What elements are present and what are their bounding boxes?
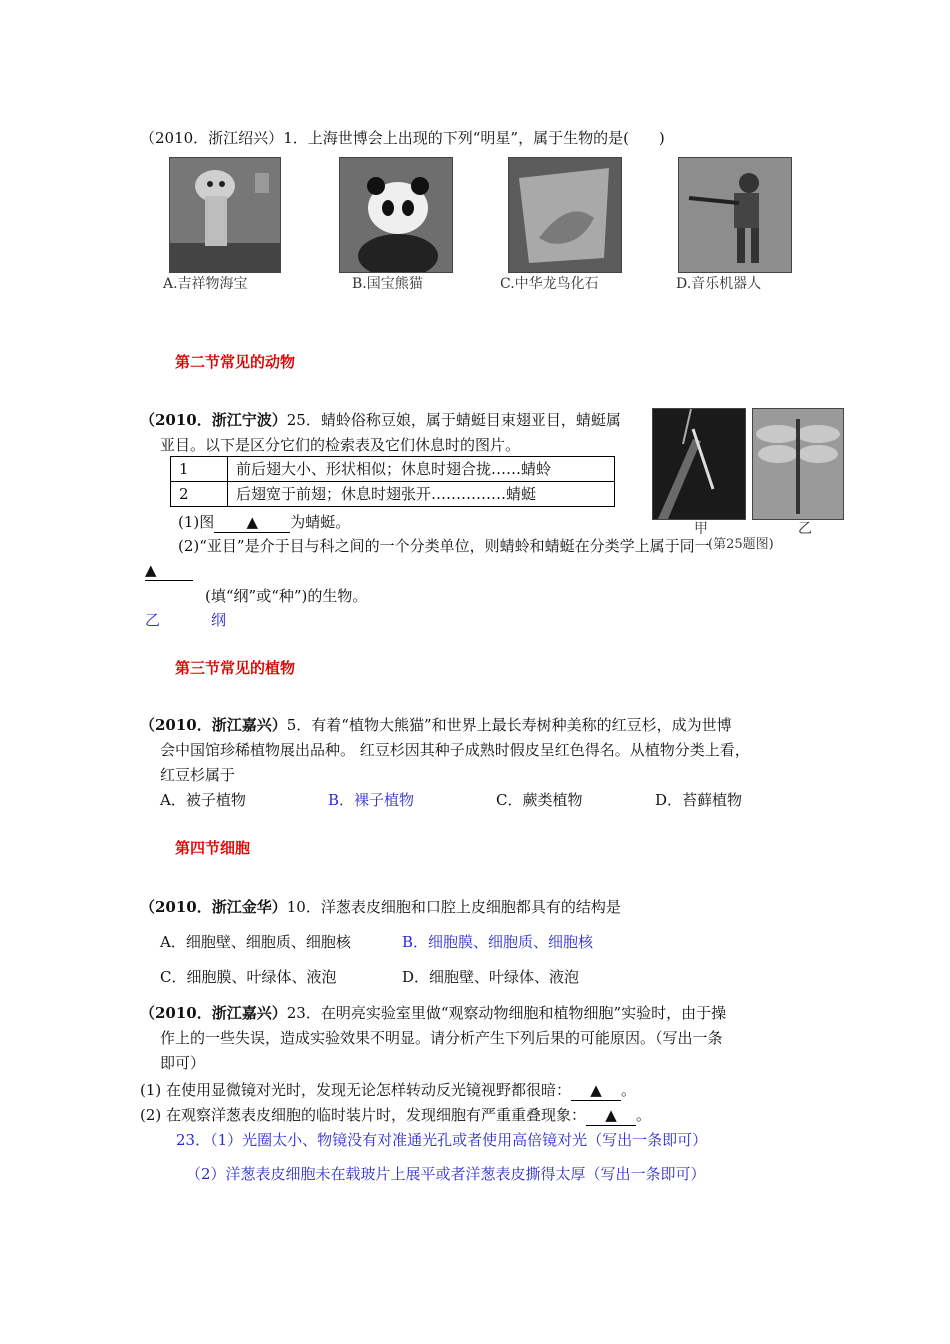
option-b-label: B.国宝熊猫 [352, 276, 423, 292]
mascot-photo [169, 157, 281, 273]
q25-answer2: 纲 [211, 611, 227, 629]
figure-label-yi: 乙 [798, 521, 812, 537]
section-title-plants: 第三节常见的植物 [175, 659, 296, 677]
answer-blank: ▲ [214, 512, 290, 533]
q10-option-b: B．细胞膜、细胞质、细胞核 [402, 933, 594, 951]
key-step-number: 2 [171, 482, 228, 507]
q5-line1-text: 5．有着“植物大熊猫”和世界上最长寿树种美称的红豆杉，成为世博 [286, 716, 732, 734]
q1-text [140, 128, 665, 148]
q10-text [140, 897, 621, 917]
q10-option-c: C．细胞膜、叶绿体、液泡 [160, 968, 337, 986]
q23-head: （2010．浙江嘉兴） [140, 1004, 287, 1022]
answer-blank: ▲ [571, 1080, 621, 1101]
q23-line1-text: 23．在明亮实验室里做“观察动物细胞和植物细胞”实验时，由于操 [286, 1004, 727, 1022]
q25-sub1 [178, 512, 350, 533]
damselfly-photo [652, 408, 746, 520]
q25-sub1-prefix: (1)图 [178, 513, 215, 531]
figure-label-jia: 甲 [694, 521, 708, 537]
key-step-text: 后翅宽于前翅；休息时翅张开……………蜻蜓 [228, 482, 615, 507]
option-a-label: A.吉祥物海宝 [163, 276, 248, 292]
q23-answer2: （2）洋葱表皮细胞未在载玻片上展平或者洋葱表皮撕得太厚（写出一条即可） [186, 1165, 706, 1183]
q5-head: （2010．浙江嘉兴） [140, 716, 287, 734]
q10-option-d: D．细胞壁、叶绿体、液泡 [402, 968, 580, 986]
q23-line1 [140, 1003, 726, 1023]
q5-line1 [140, 715, 732, 735]
q25-sub2: (2)“亚目”是介于目与科之间的一个分类单位，则蜻蛉和蜻蜓在分类学上属于同一 [178, 537, 710, 555]
option-d-label: D.音乐机器人 [676, 276, 762, 292]
q25-line1-text: 25．蜻蛉俗称豆娘，属于蜻蜓目束翅亚目，蜻蜓属 [286, 411, 621, 429]
answer-blank [145, 560, 193, 581]
section-title-cells: 第四节细胞 [175, 839, 251, 857]
answer-blank-mark: ▲ [145, 560, 193, 581]
q25-answer1: 乙 [145, 611, 161, 629]
dragonfly-photo [752, 408, 844, 520]
q25-head: （2010．浙江宁波） [140, 411, 287, 429]
table-row [171, 482, 615, 507]
q5-option-d: D．苔藓植物 [655, 791, 743, 809]
key-step-number: 1 [171, 457, 228, 482]
option-c-label: C.中华龙鸟化石 [500, 276, 599, 292]
q23-answer1: 23．（1）光圈太小、物镜没有对准通光孔或者使用高倍镜对光（写出一条即可） [176, 1131, 708, 1149]
fossil-photo [508, 157, 622, 273]
q25-sub1-suffix: 为蜻蜓。 [290, 513, 351, 531]
q23-sub1-text: (1) 在使用显微镜对光时，发现无论怎样转动反光镜视野都很暗： [140, 1081, 572, 1099]
q25-sub2-cont: (填“纲”或“种”)的生物。 [205, 587, 368, 605]
q5-line2: 会中国馆珍稀植物展出品种。 红豆杉因其种子成熟时假皮呈红色得名。从植物分类上看， [160, 741, 750, 759]
q5-option-a: A．被子植物 [160, 791, 246, 809]
q23-sub1 [140, 1080, 636, 1101]
robot-photo [678, 157, 792, 273]
q1-body: 1．上海世博会上出现的下列“明星”，属于生物的是( ) [283, 129, 665, 147]
q23-line3: 即可） [160, 1054, 206, 1072]
q10-body: 10．洋葱表皮细胞和口腔上皮细胞都具有的结构是 [286, 898, 621, 916]
q23-sub1-end: 。 [621, 1081, 637, 1099]
key-step-text: 前后翅大小、形状相似；休息时翅合拢……蜻蛉 [228, 457, 615, 482]
q10-head: （2010．浙江金华） [140, 898, 287, 916]
answer-blank: ▲ [586, 1105, 636, 1126]
dichotomous-key-table [170, 456, 615, 507]
q10-option-a: A．细胞壁、细胞质、细胞核 [160, 933, 351, 951]
section-title-animals: 第二节常见的动物 [175, 353, 296, 371]
panda-photo [339, 157, 453, 273]
q23-sub2-text: (2) 在观察洋葱表皮细胞的临时装片时，发现细胞有严重重叠现象： [140, 1106, 587, 1124]
figure-caption: (第25题图) [708, 537, 774, 552]
table-row [171, 457, 615, 482]
q1-head: （2010．浙江绍兴） [140, 129, 284, 147]
q23-sub2-end: 。 [636, 1106, 652, 1124]
q23-sub2 [140, 1105, 651, 1126]
q23-line2: 作上的一些失误，造成实验效果不明显。请分析产生下列后果的可能原因。（写出一条 [160, 1029, 723, 1047]
q5-option-c: C．蕨类植物 [496, 791, 583, 809]
q5-line3: 红豆杉属于 [160, 766, 236, 784]
q25-line2: 亚目。以下是区分它们的检索表及它们休息时的图片。 [160, 436, 521, 454]
q25-line1 [140, 410, 621, 430]
q5-option-b: B．裸子植物 [328, 791, 415, 809]
